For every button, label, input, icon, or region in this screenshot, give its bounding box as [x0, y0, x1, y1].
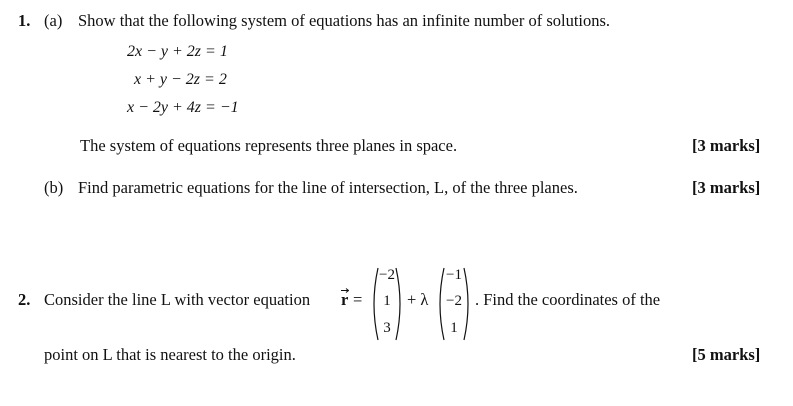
q1-part-a-marks: [3 marks]: [692, 136, 761, 155]
q1-part-b-label: (b): [44, 178, 64, 197]
vector2-component-1: −1: [446, 267, 462, 283]
vector-arrow-icon: [341, 288, 349, 293]
q1-part-a-text: Show that the following system of equations has an infinite number of solutions.: [78, 11, 611, 30]
q1-part-b-marks: [3 marks]: [692, 178, 761, 197]
r-symbol: r: [341, 290, 349, 309]
q2-line-2: point on L that is nearest to the origin.: [44, 345, 296, 364]
q2-number: 2.: [18, 290, 31, 309]
vector2-component-2: −2: [446, 293, 462, 309]
q2-marks: [5 marks]: [692, 345, 761, 364]
q1-planes-text: The system of equations represents three planes in space.: [80, 136, 458, 155]
q1-part-b-text: Find parametric equations for the line of intersection, L, of the three planes.: [78, 178, 578, 197]
q1-number: 1.: [18, 11, 31, 30]
vector2-component-3: 1: [450, 320, 458, 336]
plus-lambda: + λ: [407, 290, 429, 309]
q1-part-a-label: (a): [44, 11, 63, 30]
vector1-component-3: 3: [383, 320, 391, 336]
equals-sign: =: [353, 290, 363, 309]
equation-3: x − 2y + 4z = −1: [127, 99, 239, 116]
q2-text-before: Consider the line L with vector equation: [44, 290, 311, 309]
vector1-component-2: 1: [383, 293, 391, 309]
equation-1: 2x − y + 2z = 1: [127, 43, 228, 60]
direction-vector: [434, 266, 474, 342]
r-vector-symbol: [341, 292, 348, 309]
equation-2: x + y − 2z = 2: [134, 71, 227, 88]
vector1-component-1: −2: [379, 267, 395, 283]
position-vector: [368, 266, 406, 342]
q2-text-after: . Find the coordinates of the: [475, 290, 661, 309]
